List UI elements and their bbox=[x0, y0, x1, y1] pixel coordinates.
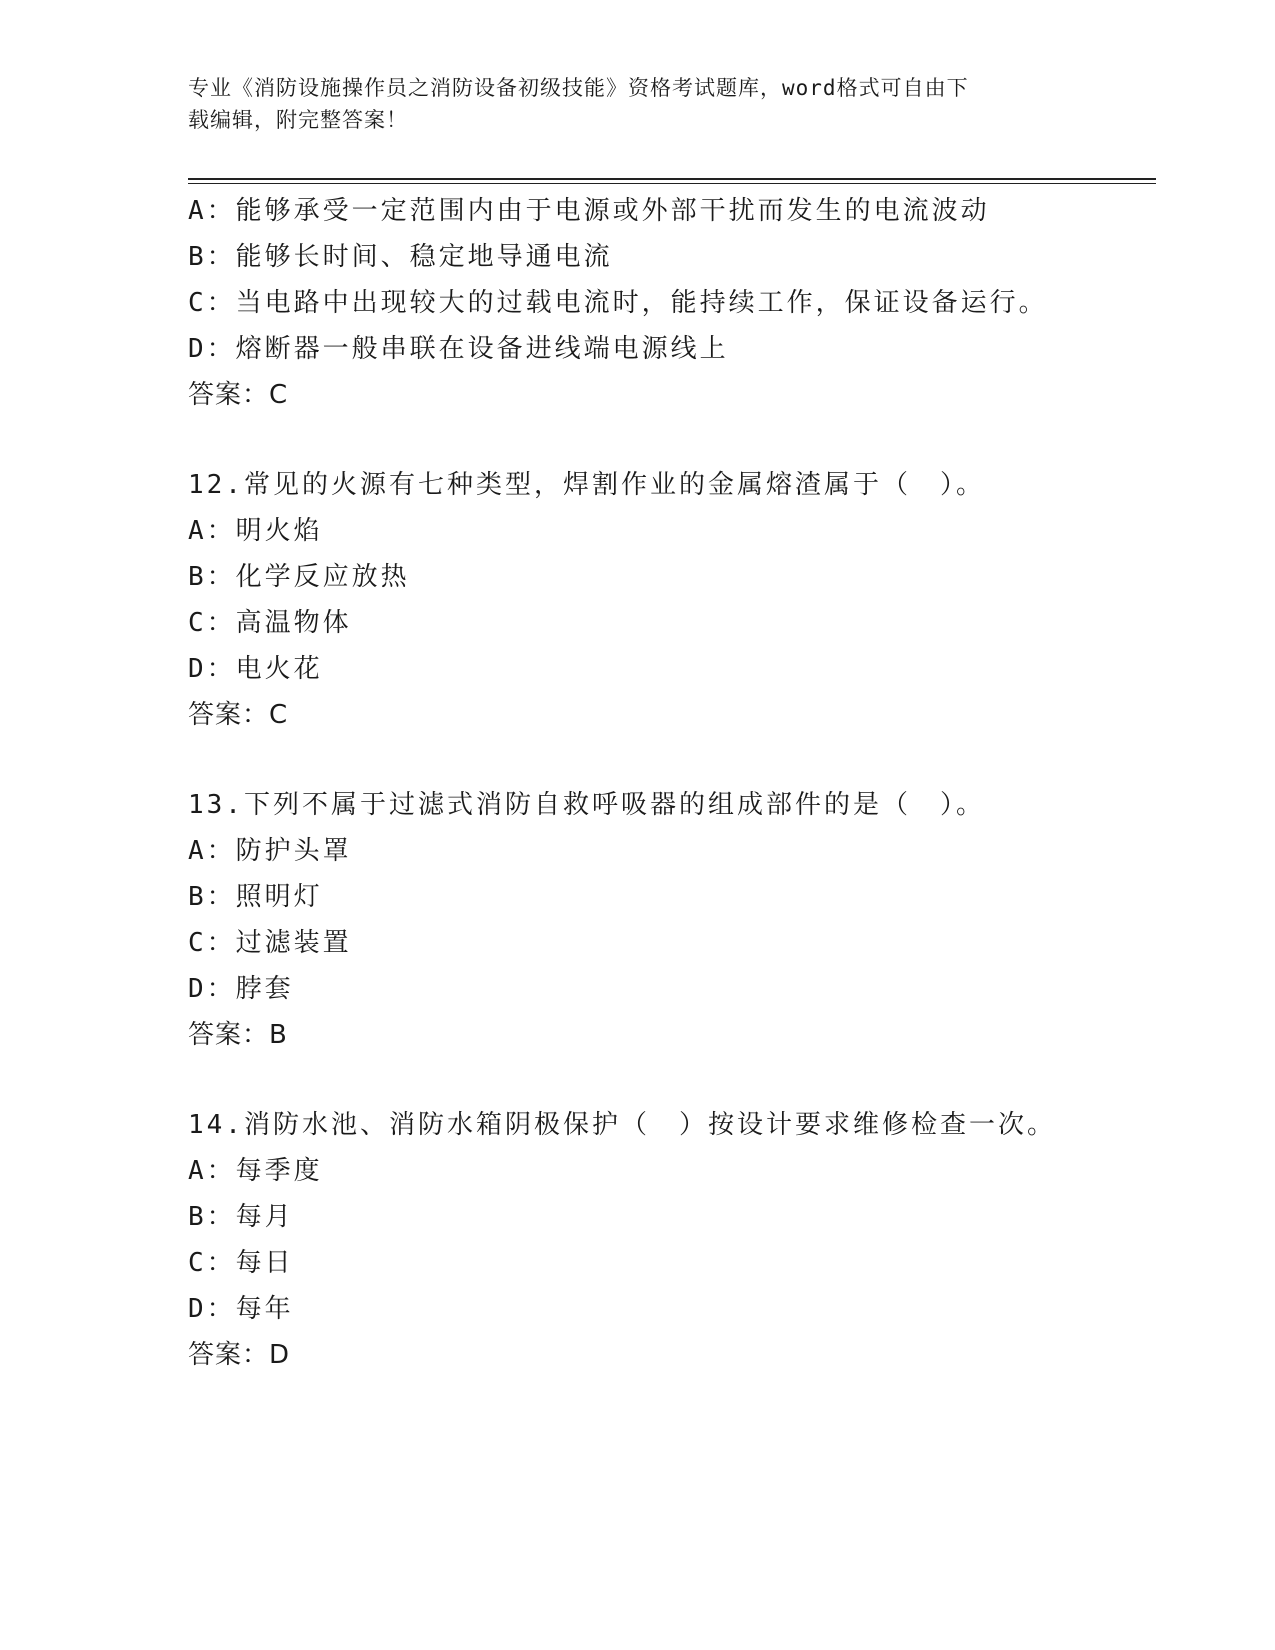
option-a: A：能够承受一定范围内由于电源或外部干扰而发生的电流波动 bbox=[188, 196, 990, 226]
question-block-12 bbox=[188, 462, 1188, 738]
option-a: A：明火焰 bbox=[188, 516, 323, 546]
question-text: 13.下列不属于过滤式消防自救呼吸器的组成部件的是（ ）。 bbox=[188, 790, 985, 820]
question-block-14 bbox=[188, 1102, 1188, 1378]
option-c: C：每日 bbox=[188, 1248, 294, 1278]
option-d: D：电火花 bbox=[188, 654, 323, 684]
answer: 答案：C bbox=[188, 700, 289, 730]
option-c: C：当电路中出现较大的过载电流时，能持续工作，保证设备运行。 bbox=[188, 288, 1048, 318]
option-a: A：每季度 bbox=[188, 1156, 323, 1186]
option-a: A：防护头罩 bbox=[188, 836, 352, 866]
answer: 答案：D bbox=[188, 1340, 291, 1370]
answer: 答案：C bbox=[188, 380, 289, 410]
option-d: D：熔断器一般串联在设备进线端电源线上 bbox=[188, 334, 729, 364]
document-header bbox=[188, 72, 1088, 136]
option-d: D：脖套 bbox=[188, 974, 294, 1004]
header-rule-thin bbox=[188, 183, 1156, 184]
header-line-2: 载编辑，附完整答案！ bbox=[188, 108, 408, 132]
question-text: 12.常见的火源有七种类型，焊割作业的金属熔渣属于（ ）。 bbox=[188, 470, 985, 500]
option-d: D：每年 bbox=[188, 1294, 294, 1324]
question-list bbox=[188, 188, 1188, 1378]
answer: 答案：B bbox=[188, 1020, 288, 1050]
option-c: C：过滤装置 bbox=[188, 928, 352, 958]
option-c: C：高温物体 bbox=[188, 608, 352, 638]
option-b: B：照明灯 bbox=[188, 882, 323, 912]
question-block-11 bbox=[188, 188, 1188, 418]
option-b: B：每月 bbox=[188, 1202, 294, 1232]
question-text: 14.消防水池、消防水箱阴极保护（ ）按设计要求维修检查一次。 bbox=[188, 1110, 1056, 1140]
question-block-13 bbox=[188, 782, 1188, 1058]
option-b: B：能够长时间、稳定地导通电流 bbox=[188, 242, 613, 272]
option-b: B：化学反应放热 bbox=[188, 562, 410, 592]
header-rule-thick bbox=[188, 178, 1156, 180]
header-line-1: 专业《消防设施操作员之消防设备初级技能》资格考试题库，word格式可自由下 bbox=[188, 76, 969, 100]
